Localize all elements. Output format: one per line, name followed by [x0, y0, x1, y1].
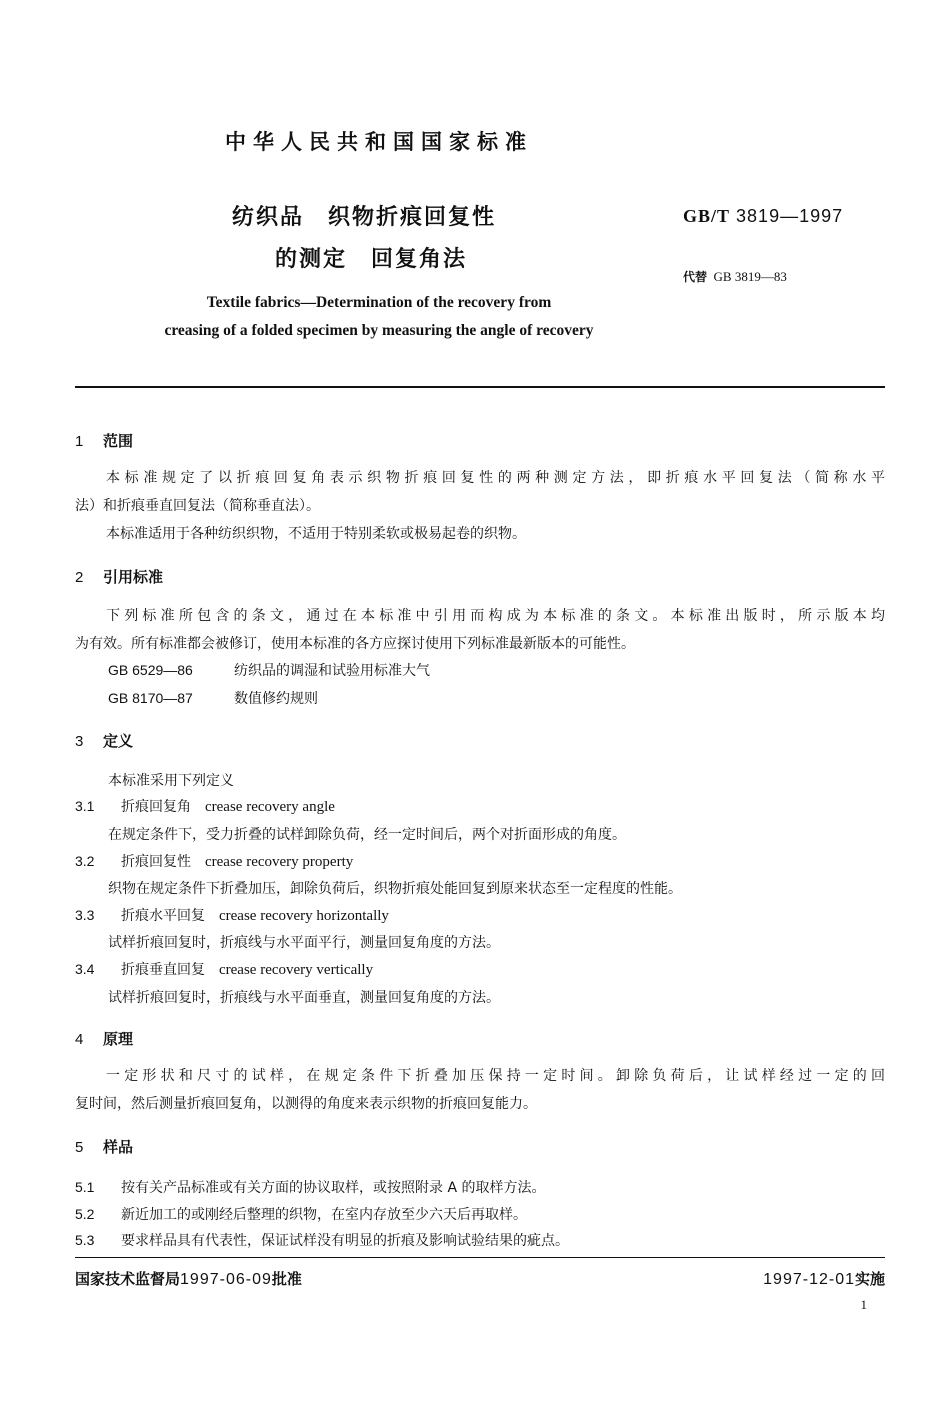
- section-1-paragraph-2: 本标准适用于各种纺织织物，不适用于特别柔软或极易起卷的织物。: [106, 526, 526, 542]
- definition-number: 3.2: [75, 853, 95, 869]
- section-number: 3: [75, 733, 84, 750]
- section-1-paragraph-1-cont: 法）和折痕垂直回复法（简称垂直法）。: [75, 498, 320, 514]
- sample-item: [75, 1204, 527, 1224]
- section-title: 范围: [103, 432, 134, 450]
- definition-term: [75, 959, 373, 979]
- approval-note: [75, 1268, 302, 1289]
- sample-item-text: 新近加工的或刚经后整理的织物，在室内存放至少六天后再取样。: [121, 1207, 527, 1223]
- definition-description: 试样折痕回复时，折痕线与水平面垂直，测量回复角度的方法。: [108, 990, 500, 1006]
- standard-number: [683, 206, 843, 227]
- definition-term: [75, 905, 389, 925]
- title-line-1: 纺织品 织物折痕回复性: [232, 205, 497, 230]
- section-title: 原理: [103, 1030, 134, 1048]
- english-title-line-2: creasing of a folded specimen by measuring the angle of recovery: [164, 322, 594, 339]
- paragraph-line: 下列标准所包含的条文，通过在本标准中引用而构成为本标准的条文。本标准出版时，所示版本均: [106, 608, 885, 624]
- approve-date: 1997-06-09: [180, 1271, 272, 1288]
- replaces-label: 代替: [683, 270, 708, 284]
- approve-label: 批准: [271, 1270, 302, 1288]
- reference-item: [108, 660, 430, 680]
- section-4-paragraph-1-cont: 复时间，然后测量折痕回复角，以测得的角度来表示织物的折痕回复能力。: [75, 1096, 537, 1112]
- section-number: 1: [75, 433, 84, 450]
- section-number: 2: [75, 569, 84, 586]
- definition-number: 3.4: [75, 961, 95, 977]
- definition-term-cn: 折痕水平回复: [121, 908, 205, 924]
- effective-note: [763, 1268, 885, 1289]
- definition-term-en: crease recovery vertically: [219, 962, 374, 978]
- section-2-paragraph-1: [75, 606, 885, 626]
- section-title: 定义: [103, 732, 134, 750]
- sample-item: [75, 1230, 569, 1250]
- sample-item-number: 5.3: [75, 1232, 95, 1248]
- section-2-heading: [75, 566, 163, 587]
- definition-number: 3.1: [75, 798, 95, 814]
- section-number: 4: [75, 1031, 84, 1048]
- reference-title: 数值修约规则: [234, 691, 318, 707]
- english-title-line-1: Textile fabrics—Determination of the recovery from: [206, 294, 552, 311]
- effective-label: 实施: [854, 1270, 885, 1288]
- paragraph-line: 一定形状和尺寸的试样，在规定条件下折叠加压保持一定时间。卸除负荷后，让试样经过一定的回: [106, 1068, 885, 1084]
- sample-item-number: 5.2: [75, 1206, 95, 1222]
- reference-code: GB 6529—86: [108, 662, 193, 678]
- reference-code: GB 8170—87: [108, 690, 193, 706]
- definition-term-cn: 折痕垂直回复: [121, 962, 205, 978]
- section-2-paragraph-1-cont: 为有效。所有标准都会被修订，使用本标准的各方应探讨使用下列标准最新版本的可能性。: [75, 636, 635, 652]
- section-4-heading: [75, 1028, 133, 1049]
- section-1-paragraph-1: [75, 468, 885, 488]
- sample-item-text: 按有关产品标准或有关方面的协议取样，或按照附录 A 的取样方法。: [121, 1180, 546, 1196]
- paragraph-line: 本标准规定了以折痕回复角表示织物折痕回复性的两种测定方法，即折痕水平回复法（简称水平: [106, 470, 885, 486]
- title-line-2: 的测定 回复角法: [275, 247, 468, 272]
- definition-term-en: crease recovery horizontally: [219, 908, 389, 924]
- section-number: 5: [75, 1139, 84, 1156]
- effective-date: 1997-12-01: [763, 1271, 855, 1288]
- definition-number: 3.3: [75, 907, 95, 923]
- sample-item: [75, 1177, 545, 1197]
- definition-term-en: crease recovery property: [205, 854, 354, 870]
- section-5-heading: [75, 1136, 133, 1157]
- standard-code-prefix: GB/T: [683, 206, 731, 226]
- sample-item-number: 5.1: [75, 1179, 95, 1195]
- national-standard-heading: 中华人民共和国国家标准: [225, 130, 533, 154]
- section-title: 样品: [103, 1138, 134, 1156]
- definition-term-cn: 折痕回复角: [121, 799, 191, 815]
- definition-description: 织物在规定条件下折叠加压，卸除负荷后，织物折痕处能回复到原来状态至一定程度的性能。: [108, 881, 682, 897]
- page-number: 1: [860, 1297, 867, 1312]
- replaces-note: [683, 268, 787, 285]
- replaces-code: GB 3819—83: [713, 269, 787, 284]
- definition-description: 试样折痕回复时，折痕线与水平面平行，测量回复角度的方法。: [108, 935, 500, 951]
- definition-term-cn: 折痕回复性: [121, 854, 191, 870]
- header-divider: [75, 386, 885, 388]
- definition-term-en: crease recovery angle: [205, 799, 335, 815]
- reference-title: 纺织品的调湿和试验用标准大气: [234, 663, 430, 679]
- definition-term: [75, 796, 335, 816]
- section-4-paragraph-1: [75, 1066, 885, 1086]
- issuer: 国家技术监督局: [75, 1270, 181, 1288]
- sample-item-text: 要求样品具有代表性，保证试样没有明显的折痕及影响试验结果的疵点。: [121, 1233, 569, 1249]
- reference-item: [108, 688, 318, 708]
- section-1-heading: [75, 430, 133, 451]
- section-3-heading: [75, 730, 133, 751]
- definitions-intro: 本标准采用下列定义: [108, 773, 234, 789]
- standard-code-number: 3819—1997: [736, 206, 844, 226]
- definition-description: 在规定条件下，受力折叠的试样卸除负荷，经一定时间后，两个对折面形成的角度。: [108, 827, 626, 843]
- definition-term: [75, 851, 353, 871]
- footer-divider: [75, 1257, 885, 1258]
- section-title: 引用标准: [103, 568, 164, 586]
